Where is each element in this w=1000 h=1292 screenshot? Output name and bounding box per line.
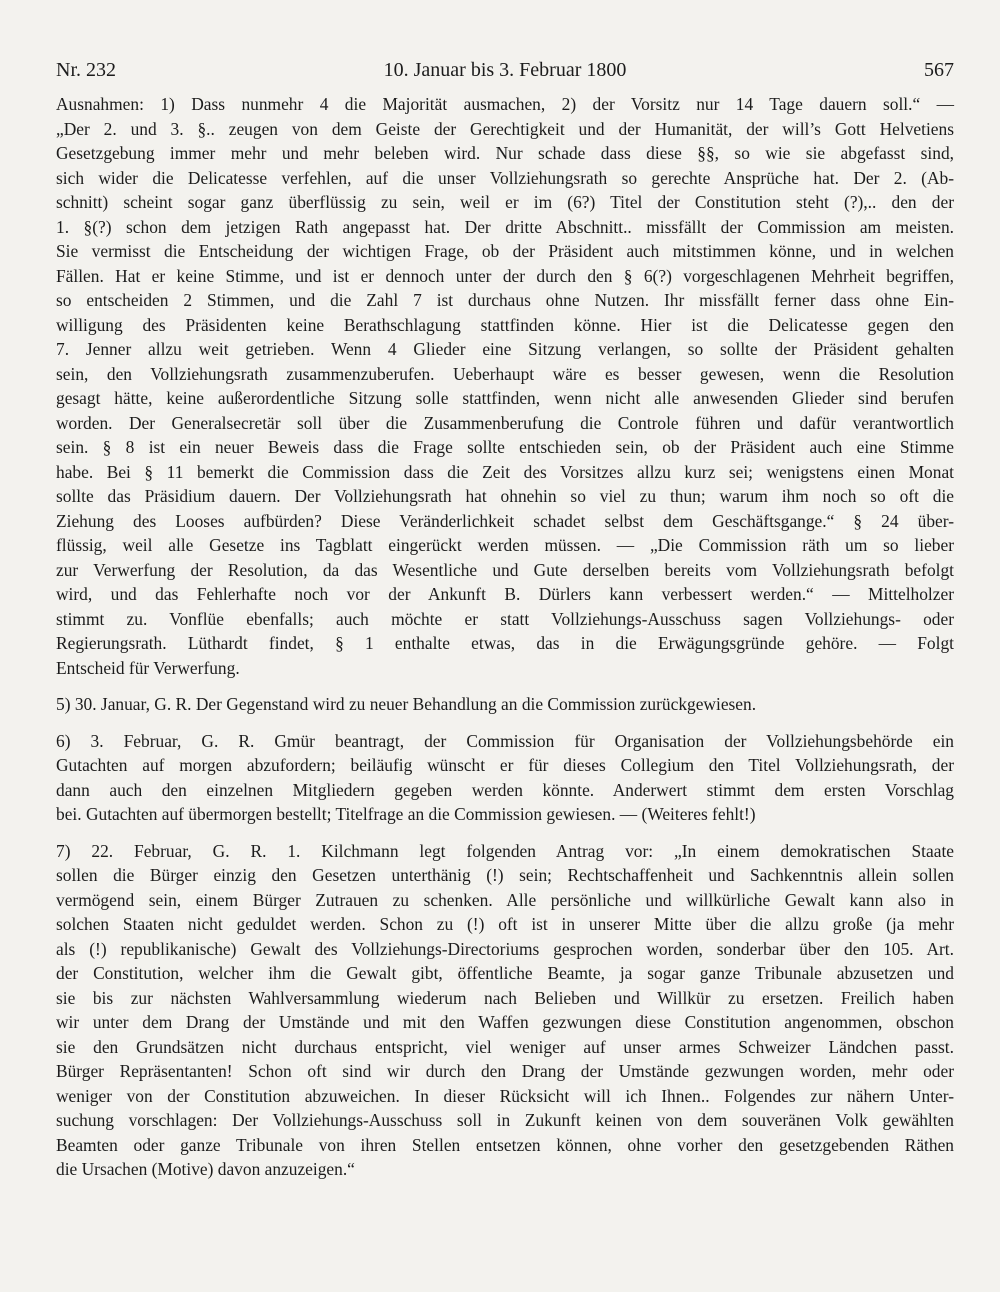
text-line: weniger von der Constitution abzuweichen. In dieser Rücksicht will ich Ihnen.. Folgendes zur nähern Unter- <box>56 1085 954 1106</box>
text-line: sollen die Bürger einzig den Gesetzen unterthänig (!) sein; Rechtschaffenheit und Sachkenntnis allein sollen <box>56 865 954 885</box>
text-line: 1. §(?) schon dem jetzigen Rath angepasst hat. Der dritte Abschnitt.. missfällt der Commission am meisten. <box>56 216 954 237</box>
text-line: 7) 22. Februar, G. R. 1. Kilchmann legt folgenden Antrag vor: „In einem demokratischen Staate <box>56 840 954 861</box>
text-line: Ausnahmen: 1) Dass nunmehr 4 die Majorität ausmachen, 2) der Vorsitz nur 14 Tage dauern soll.“ — <box>56 94 954 114</box>
text-line: wir unter dem Drang der Umstände und mit den Waffen gezwungen diese Constitution angenommen, obschon <box>56 1012 954 1032</box>
text-line: Beamten oder ganze Tribunale von ihren Stellen entsetzen können, ohne vorher den gesetzgebenden Räthen <box>56 1134 954 1155</box>
text-line: Gesetzgebung immer mehr und mehr beleben wird. Nur schade dass diese §§, so wie sie abgefasst sind, <box>56 143 954 163</box>
text-line: 5) 30. Januar, G. R. Der Gegenstand wird zu neuer Behandlung an die Commission zurückgewiesen. <box>56 694 757 714</box>
text-line: wird, und das Fehlerhafte noch vor der Ankunft B. Dürlers kann verbessert werden.“ — Mittelholzer <box>56 584 954 604</box>
paragraph <box>56 692 954 717</box>
text-line: so entscheiden 2 Stimmen, und die Zahl 7 ist durchaus ohne Nutzen. Ihr missfällt ferner dass ohne Ein- <box>56 290 954 310</box>
text-line: flüssig, weil alle Gesetze ins Tagblatt eingerückt werden müssen. — „Die Commission räth um so lieber <box>56 535 954 555</box>
text-line: 7. Jenner allzu weit getrieben. Wenn 4 Glieder eine Sitzung verlangen, so sollte der Präsident gehalten <box>56 339 954 359</box>
paragraph-gap <box>56 827 954 839</box>
paragraph-gap <box>56 717 954 729</box>
text-line: habe. Bei § 11 bemerkt die Commission dass die Zeit des Vorsitzes allzu kurz sei; wenigstens einen Monat <box>56 461 954 482</box>
text-line: „Der 2. und 3. §.. zeugen von dem Geiste der Gerechtigkeit und der Humanität, der will’s Gott Helvetiens <box>56 118 954 139</box>
text-line: sein, den Vollziehungsrath zusammenzuberufen. Ueberhaupt wäre es besser gewesen, wenn die Resolution <box>56 363 954 384</box>
text-line: die Ursachen (Motive) davon anzuzeigen.“ <box>56 1159 355 1179</box>
text-line: Bürger Repräsentanten! Schon oft sind wir durch den Drang der Umstände gezwungen worden, mehr oder <box>56 1061 954 1081</box>
text-line: Entscheid für Verwerfung. <box>56 657 240 678</box>
paragraph-gap <box>56 680 954 692</box>
text-line: als (!) republikanische) Gewalt des Vollziehungs-Directoriums gesprochen worden, sonderbar über den 105. Art. <box>56 938 954 959</box>
text-line: worden. Der Generalsecretär soll über die Zusammenberufung die Controle führen und dafür verantwortlich <box>56 412 954 433</box>
text-line: vermögend sein, einem Bürger Zutrauen zu schenken. Alle persönliche und willkürliche Gewalt kann also in <box>56 889 954 910</box>
text-line: Regierungsrath. Lüthardt findet, § 1 enthalte etwas, das in die Erwägungsgründe gehöre. — Folgt <box>56 633 954 653</box>
body-text <box>56 92 954 1182</box>
paragraph <box>56 839 954 1182</box>
text-line: Ziehung des Looses aufbürden? Diese Veränderlichkeit schadet selbst dem Geschäftsgange.“ § 24 über- <box>56 510 954 531</box>
text-line: der Constitution, welcher ihm die Gewalt gibt, öffentliche Beamte, ja sogar ganze Tribunale abzusetzen und <box>56 963 954 983</box>
paragraph <box>56 92 954 680</box>
text-line: zur Verwerfung der Resolution, da das Wesentliche und Gute derselben bereits vom Vollziehungsrath befolgt <box>56 559 954 580</box>
text-line: Sie vermisst die Entscheidung der wichtigen Frage, ob der Präsident auch mitstimmen könne, und in welchen <box>56 241 954 261</box>
date-range: 10. Januar bis 3. Februar 1800 <box>383 59 627 81</box>
text-line: sie den Grundsätzen nicht durchaus entspricht, viel weniger auf unser armes Schweizer Ländchen passt. <box>56 1036 954 1057</box>
text-line: Gutachten auf morgen abzufordern; beiläufig wünscht er für dieses Collegium den Titel Vollziehungsrath, der <box>56 755 954 775</box>
text-line: sie bis zur nächsten Wahlversammlung wiederum nach Belieben und Willkür zu ersetzen. Freilich haben <box>56 987 954 1008</box>
text-line: bei. Gutachten auf übermorgen bestellt; Titelfrage an die Commission gewiesen. — (Weiteres fehlt!) <box>56 804 756 824</box>
text-line: suchung vorschlagen: Der Vollziehungs-Ausschuss soll in Zukunft keinen von dem souveränen Volk gewählten <box>56 1110 954 1130</box>
text-line: stimmt zu. Vonflüe ebenfalls; auch möchte er statt Vollziehungs-Ausschuss sagen Vollziehungs- oder <box>56 608 954 629</box>
text-line: Fällen. Hat er keine Stimme, und ist er dennoch unter der durch den § 6(?) vorgeschlagenen Mehrheit begriffen, <box>56 265 954 286</box>
text-line: sein. § 8 ist ein neuer Beweis dass die Frage sollte entschieden sein, ob der Präsident auch eine Stimme <box>56 437 954 457</box>
document-page <box>56 56 954 1182</box>
text-line: gesagt hätte, keine außerordentliche Sitzung solle stattfinden, wenn nicht alle anwesenden Glieder sind berufen <box>56 388 954 408</box>
text-line: 6) 3. Februar, G. R. Gmür beantragt, der Commission für Organisation der Vollziehungsbehörde ein <box>56 730 954 751</box>
text-line: willigung des Präsidenten keine Berathschlagung stattfinden könne. Hier ist die Delicatesse gegen den <box>56 314 954 335</box>
text-line: schnitt) scheint sogar ganz überflüssig zu sein, weil er im (6?) Titel der Constitution steht (?),.. den der <box>56 192 954 212</box>
page-number: 567 <box>924 59 954 81</box>
text-line: dann auch den einzelnen Mitgliedern gegeben werden könnte. Anderwert stimmt dem ersten Vorschlag <box>56 779 954 800</box>
text-line: sollte das Präsidium dauern. Der Vollziehungsrath hat ohnehin so viel zu thun; warum ihm noch so oft die <box>56 486 954 506</box>
document-number: Nr. 232 <box>56 59 116 81</box>
running-head <box>56 56 954 84</box>
text-line: sich wider die Delicatesse verfehlen, auf die unser Vollziehungsrath so gerechte Ansprüche hat. Der 2. (Ab- <box>56 167 954 188</box>
paragraph <box>56 729 954 827</box>
text-line: solchen Staaten nicht geduldet werden. Schon zu (!) oft ist in unserer Mitte über die allzu große (ja mehr <box>56 914 954 934</box>
